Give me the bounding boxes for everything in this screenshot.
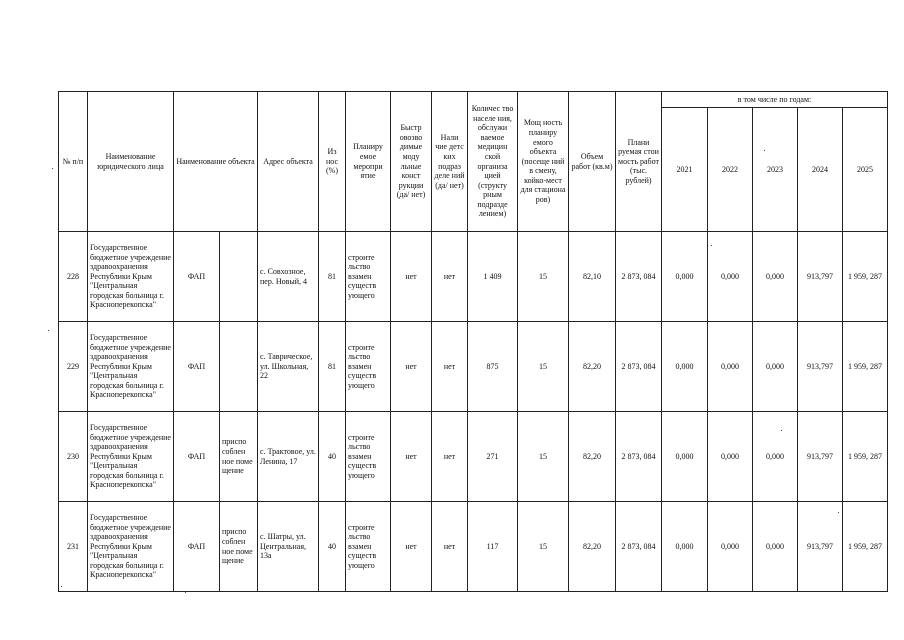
scan-speck [185,592,186,593]
cell-legal-name: Государственное бюджетное учреждение здравоохранения Республики Крым "Центральная городская больница г. Красноперекопска" [88,232,174,322]
cell-capacity: 15 [518,412,569,502]
table-row [59,502,888,592]
cell-volume: 82,20 [569,502,616,592]
cell-year-2021: 0,000 [662,322,708,412]
cell-wear: 81 [319,232,346,322]
cell-volume: 82,20 [569,322,616,412]
cell-action: строите льство взамен существ ующего [346,502,391,592]
cell-population: 875 [468,322,518,412]
cell-address: с. Таврическое, ул. Школьная, 22 [258,322,319,412]
cell-capacity: 15 [518,502,569,592]
cell-num: 228 [59,232,88,322]
cell-year-2022: 0,000 [708,322,753,412]
col-header-children-units: Нали чие детс ких подраз деле ний (да/ нет) [432,92,468,232]
cell-object-sub: приспо соблен ное поме щение [220,412,258,502]
cell-action: строите льство взамен существ ующего [346,412,391,502]
cell-year-2024: 913,797 [798,322,843,412]
cell-wear: 40 [319,412,346,502]
col-header-year: 2021 [662,108,708,232]
col-header-volume: Объем работ (кв.м) [569,92,616,232]
cell-prefab: нет [391,412,432,502]
cell-capacity: 15 [518,232,569,322]
col-header-years-group: в том числе по годам: [662,92,888,108]
cell-object-sub: приспо соблен ное поме щение [220,502,258,592]
cell-num: 229 [59,322,88,412]
scan-speck [61,586,62,587]
cell-population: 1 409 [468,232,518,322]
col-header-legal-name: Наименование юридического лица [88,92,174,232]
cell-legal-name: Государственное бюджетное учреждение здравоохранения Республики Крым "Центральная городская больница г. Красноперекопска" [88,322,174,412]
works-table [58,91,888,592]
cell-population: 117 [468,502,518,592]
cell-children: нет [432,502,468,592]
cell-object-sub [220,232,258,322]
cell-address: с. Шатры, ул. Центральная, 13а [258,502,319,592]
cell-year-2022: 0,000 [708,502,753,592]
cell-year-2023: 0,000 [753,502,798,592]
col-header-capacity: Мощ ность планиру емого объекта (посеще ний в смену, койко-мест для стациона ров) [518,92,569,232]
col-header-planned-action: Планиру емое меропри ятие [346,92,391,232]
cell-object-type: ФАП [174,232,220,322]
scan-speck [838,512,839,513]
col-header-year: 2025 [843,108,888,232]
table-row [59,232,888,322]
cell-legal-name: Государственное бюджетное учреждение здравоохранения Республики Крым "Центральная городская больница г. Красноперекопска" [88,412,174,502]
cell-action: строите льство взамен существ ующего [346,232,391,322]
scan-speck [48,330,49,331]
cell-wear: 40 [319,502,346,592]
cell-year-2021: 0,000 [662,502,708,592]
col-header-population: Количес тво населе ния, обслужи ваемое медицин ской организа цией (структу рным подразде лением) [468,92,518,232]
col-header-object-name: Наименование объекта [174,92,258,232]
col-header-year: 2023 [753,108,798,232]
cell-year-2023: 0,000 [753,232,798,322]
table-row [59,322,888,412]
cell-object-sub [220,322,258,412]
scan-speck [764,150,765,151]
cell-prefab: нет [391,232,432,322]
cell-wear: 81 [319,322,346,412]
cell-children: нет [432,412,468,502]
scan-speck [52,168,53,169]
header-row-top [59,92,888,108]
cell-legal-name: Государственное бюджетное учреждение здравоохранения Республики Крым "Центральная городская больница г. Красноперекопска" [88,502,174,592]
col-header-year: 2022 [708,108,753,232]
cell-address: с. Трактовое, ул. Ленина, 17 [258,412,319,502]
cell-year-2022: 0,000 [708,232,753,322]
table-row [59,412,888,502]
cell-object-type: ФАП [174,322,220,412]
cell-cost: 2 873, 084 [616,502,662,592]
cell-year-2025: 1 959, 287 [843,412,888,502]
scan-speck [711,245,712,246]
cell-year-2025: 1 959, 287 [843,502,888,592]
cell-year-2024: 913,797 [798,232,843,322]
col-header-address: Адрес объекта [258,92,319,232]
cell-volume: 82,10 [569,232,616,322]
cell-year-2022: 0,000 [708,412,753,502]
cell-year-2024: 913,797 [798,412,843,502]
cell-address: с. Совхозное, пер. Новый, 4 [258,232,319,322]
col-header-wear: Из нос (%) [319,92,346,232]
cell-capacity: 15 [518,322,569,412]
cell-year-2023: 0,000 [753,322,798,412]
cell-volume: 82,20 [569,412,616,502]
cell-year-2025: 1 959, 287 [843,232,888,322]
cell-object-type: ФАП [174,412,220,502]
cell-children: нет [432,232,468,322]
cell-population: 271 [468,412,518,502]
cell-year-2024: 913,797 [798,502,843,592]
cell-prefab: нет [391,502,432,592]
cell-cost: 2 873, 084 [616,322,662,412]
cell-year-2023: 0,000 [753,412,798,502]
cell-cost: 2 873, 084 [616,412,662,502]
cell-num: 231 [59,502,88,592]
cell-object-type: ФАП [174,502,220,592]
cell-year-2025: 1 959, 287 [843,322,888,412]
cell-cost: 2 873, 084 [616,232,662,322]
col-header-cost: Плани руемая стои мость работ (тыс. рублей) [616,92,662,232]
cell-action: строите льство взамен существ ующего [346,322,391,412]
cell-num: 230 [59,412,88,502]
col-header-num: № п/п [59,92,88,232]
col-header-prefab: Быстр овозво димые моду льные конст рукции (да/ нет) [391,92,432,232]
cell-year-2021: 0,000 [662,232,708,322]
col-header-year: 2024 [798,108,843,232]
scan-speck [781,430,782,431]
cell-children: нет [432,322,468,412]
cell-prefab: нет [391,322,432,412]
cell-year-2021: 0,000 [662,412,708,502]
